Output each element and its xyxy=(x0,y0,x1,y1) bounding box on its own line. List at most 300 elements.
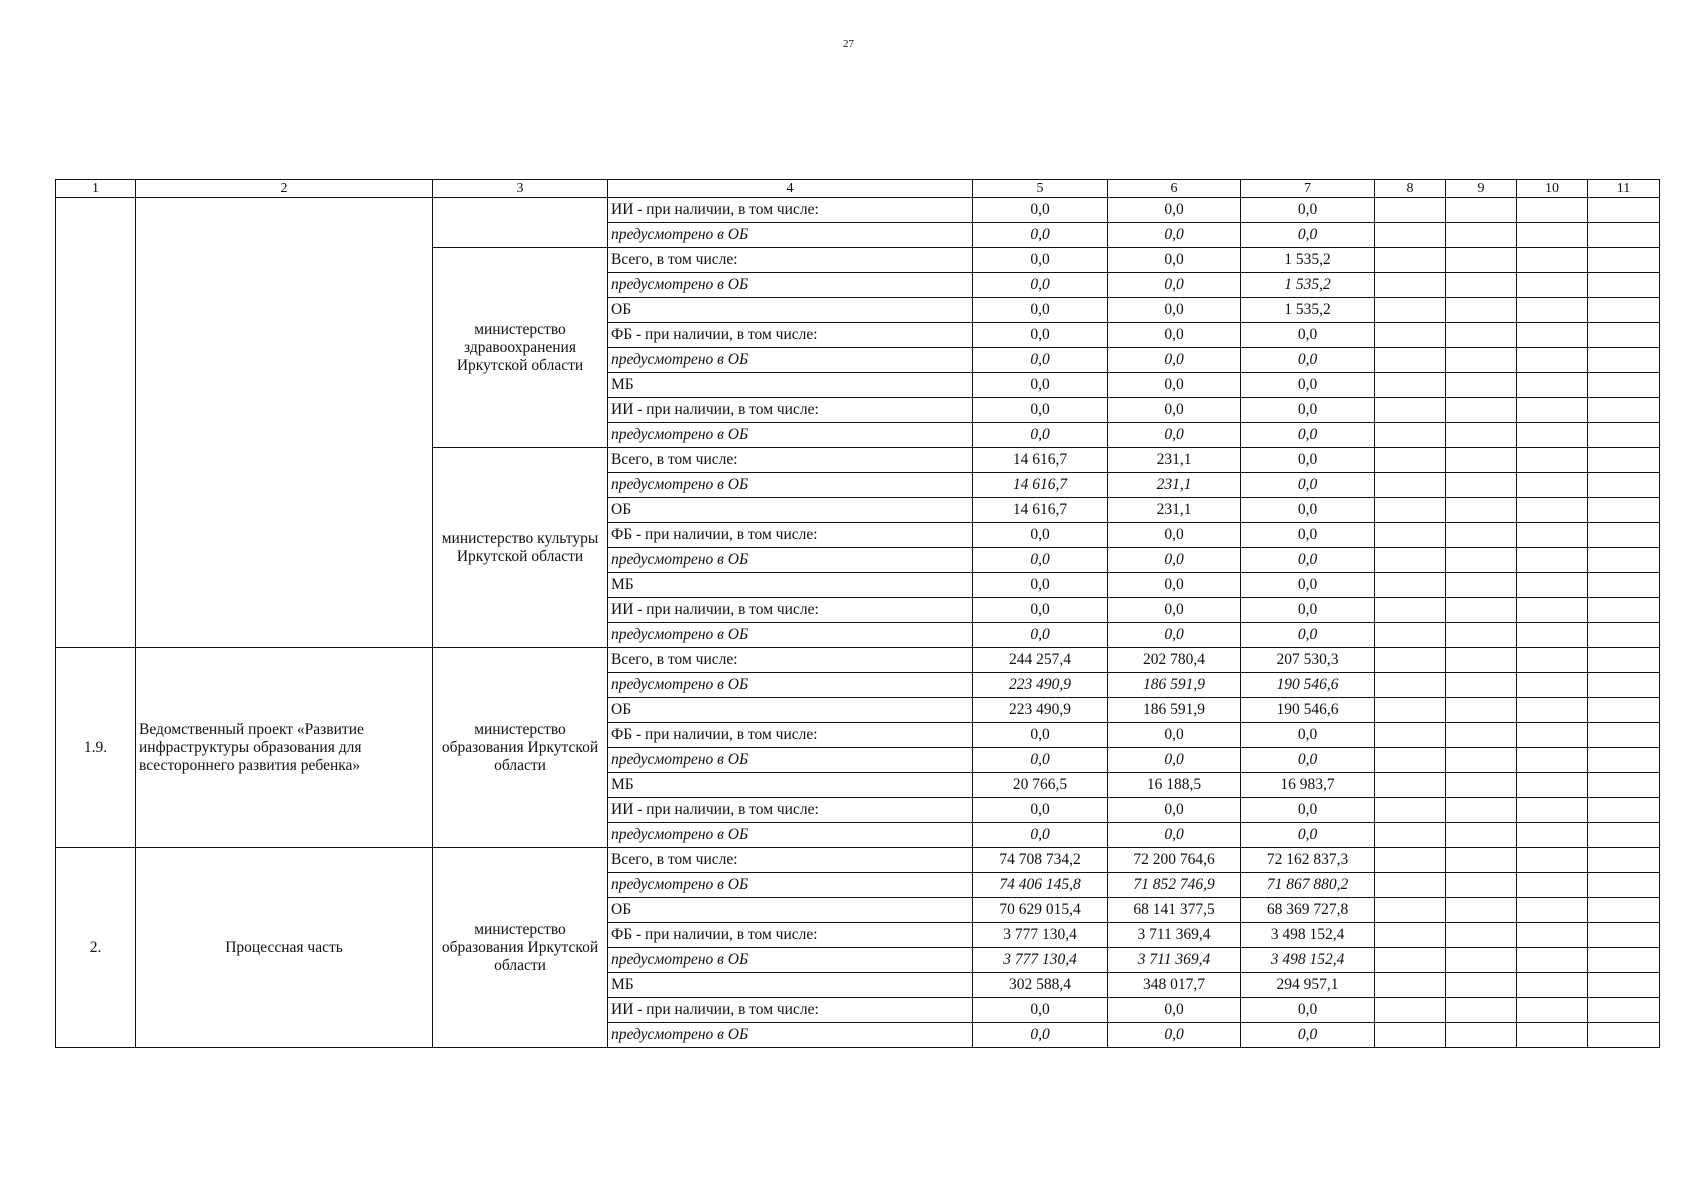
value-col-8 xyxy=(1375,573,1446,598)
value-col-10 xyxy=(1517,473,1588,498)
col-header-7: 7 xyxy=(1241,180,1375,198)
funding-source-label: ИИ - при наличии, в том числе: xyxy=(608,998,973,1023)
value-col-11 xyxy=(1588,473,1660,498)
value-col-5: 223 490,9 xyxy=(973,698,1108,723)
value-col-11 xyxy=(1588,273,1660,298)
value-col-10 xyxy=(1517,273,1588,298)
col-header-8: 8 xyxy=(1375,180,1446,198)
value-col-8 xyxy=(1375,198,1446,223)
value-col-6: 3 711 369,4 xyxy=(1108,948,1241,973)
value-col-8 xyxy=(1375,998,1446,1023)
value-col-8 xyxy=(1375,748,1446,773)
value-col-11 xyxy=(1588,773,1660,798)
funding-source-label: МБ xyxy=(608,373,973,398)
value-col-6: 0,0 xyxy=(1108,223,1241,248)
budget-table xyxy=(55,179,1660,1048)
value-col-6: 0,0 xyxy=(1108,398,1241,423)
value-col-5: 0,0 xyxy=(973,398,1108,423)
funding-source-label: МБ xyxy=(608,573,973,598)
col-header-5: 5 xyxy=(973,180,1108,198)
value-col-10 xyxy=(1517,873,1588,898)
value-col-11 xyxy=(1588,523,1660,548)
value-col-7: 0,0 xyxy=(1241,448,1375,473)
value-col-5: 0,0 xyxy=(973,748,1108,773)
value-col-9 xyxy=(1446,1023,1517,1048)
value-col-5: 0,0 xyxy=(973,1023,1108,1048)
value-col-11 xyxy=(1588,623,1660,648)
value-col-5: 70 629 015,4 xyxy=(973,898,1108,923)
value-col-11 xyxy=(1588,348,1660,373)
value-col-9 xyxy=(1446,698,1517,723)
value-col-6: 0,0 xyxy=(1108,298,1241,323)
funding-source-label: предусмотрено в ОБ xyxy=(608,823,973,848)
value-col-7: 3 498 152,4 xyxy=(1241,948,1375,973)
value-col-6: 348 017,7 xyxy=(1108,973,1241,998)
value-col-6: 72 200 764,6 xyxy=(1108,848,1241,873)
value-col-8 xyxy=(1375,873,1446,898)
value-col-7: 294 957,1 xyxy=(1241,973,1375,998)
value-col-9 xyxy=(1446,898,1517,923)
funding-source-label: ОБ xyxy=(608,498,973,523)
value-col-9 xyxy=(1446,498,1517,523)
value-col-7: 207 530,3 xyxy=(1241,648,1375,673)
value-col-9 xyxy=(1446,798,1517,823)
value-col-7: 0,0 xyxy=(1241,498,1375,523)
funding-source-label: предусмотрено в ОБ xyxy=(608,1023,973,1048)
value-col-5: 223 490,9 xyxy=(973,673,1108,698)
value-col-11 xyxy=(1588,498,1660,523)
value-col-7: 0,0 xyxy=(1241,748,1375,773)
value-col-6: 16 188,5 xyxy=(1108,773,1241,798)
value-col-8 xyxy=(1375,698,1446,723)
funding-source-label: предусмотрено в ОБ xyxy=(608,348,973,373)
value-col-6: 0,0 xyxy=(1108,798,1241,823)
value-col-10 xyxy=(1517,898,1588,923)
value-col-8 xyxy=(1375,623,1446,648)
value-col-11 xyxy=(1588,648,1660,673)
value-col-8 xyxy=(1375,273,1446,298)
value-col-10 xyxy=(1517,573,1588,598)
executor-cell xyxy=(433,198,608,248)
funding-source-label: МБ xyxy=(608,973,973,998)
item-name-cell: Ведомственный проект «Развитие инфраструктуры образования для всестороннего развития ребенка» xyxy=(136,648,433,848)
value-col-10 xyxy=(1517,223,1588,248)
value-col-6: 231,1 xyxy=(1108,498,1241,523)
value-col-9 xyxy=(1446,248,1517,273)
value-col-6: 0,0 xyxy=(1108,598,1241,623)
funding-source-label: предусмотрено в ОБ xyxy=(608,548,973,573)
col-header-4: 4 xyxy=(608,180,973,198)
col-header-11: 11 xyxy=(1588,180,1660,198)
value-col-7: 0,0 xyxy=(1241,998,1375,1023)
value-col-9 xyxy=(1446,273,1517,298)
value-col-7: 0,0 xyxy=(1241,798,1375,823)
value-col-9 xyxy=(1446,448,1517,473)
value-col-5: 302 588,4 xyxy=(973,973,1108,998)
value-col-7: 72 162 837,3 xyxy=(1241,848,1375,873)
value-col-11 xyxy=(1588,698,1660,723)
value-col-11 xyxy=(1588,398,1660,423)
value-col-6: 0,0 xyxy=(1108,1023,1241,1048)
value-col-9 xyxy=(1446,298,1517,323)
funding-source-label: ИИ - при наличии, в том числе: xyxy=(608,598,973,623)
value-col-9 xyxy=(1446,323,1517,348)
value-col-6: 0,0 xyxy=(1108,548,1241,573)
value-col-6: 0,0 xyxy=(1108,423,1241,448)
value-col-5: 74 708 734,2 xyxy=(973,848,1108,873)
value-col-7: 0,0 xyxy=(1241,823,1375,848)
value-col-11 xyxy=(1588,798,1660,823)
value-col-8 xyxy=(1375,548,1446,573)
value-col-7: 0,0 xyxy=(1241,548,1375,573)
value-col-5: 3 777 130,4 xyxy=(973,923,1108,948)
value-col-7: 190 546,6 xyxy=(1241,698,1375,723)
funding-source-label: ОБ xyxy=(608,698,973,723)
executor-cell: министерство здравоохранения Иркутской области xyxy=(433,248,608,448)
value-col-10 xyxy=(1517,823,1588,848)
executor-cell: министерство культуры Иркутской области xyxy=(433,448,608,648)
value-col-9 xyxy=(1446,723,1517,748)
value-col-8 xyxy=(1375,648,1446,673)
value-col-11 xyxy=(1588,598,1660,623)
value-col-9 xyxy=(1446,948,1517,973)
value-col-10 xyxy=(1517,348,1588,373)
value-col-9 xyxy=(1446,223,1517,248)
value-col-7: 190 546,6 xyxy=(1241,673,1375,698)
value-col-7: 0,0 xyxy=(1241,1023,1375,1048)
value-col-6: 0,0 xyxy=(1108,198,1241,223)
value-col-10 xyxy=(1517,923,1588,948)
value-col-5: 0,0 xyxy=(973,423,1108,448)
value-col-8 xyxy=(1375,373,1446,398)
value-col-8 xyxy=(1375,423,1446,448)
value-col-9 xyxy=(1446,523,1517,548)
value-col-7: 0,0 xyxy=(1241,598,1375,623)
value-col-11 xyxy=(1588,973,1660,998)
value-col-11 xyxy=(1588,298,1660,323)
value-col-10 xyxy=(1517,548,1588,573)
value-col-5: 0,0 xyxy=(973,723,1108,748)
value-col-8 xyxy=(1375,773,1446,798)
value-col-8 xyxy=(1375,798,1446,823)
value-col-10 xyxy=(1517,248,1588,273)
value-col-10 xyxy=(1517,198,1588,223)
value-col-10 xyxy=(1517,598,1588,623)
funding-source-label: МБ xyxy=(608,773,973,798)
value-col-11 xyxy=(1588,323,1660,348)
value-col-5: 0,0 xyxy=(973,223,1108,248)
table-body xyxy=(56,180,1660,1048)
value-col-6: 0,0 xyxy=(1108,373,1241,398)
value-col-9 xyxy=(1446,673,1517,698)
value-col-5: 20 766,5 xyxy=(973,773,1108,798)
value-col-10 xyxy=(1517,398,1588,423)
value-col-5: 14 616,7 xyxy=(973,498,1108,523)
item-number-cell xyxy=(56,198,136,648)
value-col-8 xyxy=(1375,323,1446,348)
funding-source-label: предусмотрено в ОБ xyxy=(608,948,973,973)
value-col-9 xyxy=(1446,573,1517,598)
value-col-5: 0,0 xyxy=(973,248,1108,273)
value-col-11 xyxy=(1588,423,1660,448)
funding-source-label: ФБ - при наличии, в том числе: xyxy=(608,923,973,948)
value-col-7: 0,0 xyxy=(1241,523,1375,548)
value-col-10 xyxy=(1517,673,1588,698)
value-col-5: 0,0 xyxy=(973,548,1108,573)
value-col-9 xyxy=(1446,848,1517,873)
value-col-8 xyxy=(1375,248,1446,273)
value-col-10 xyxy=(1517,798,1588,823)
value-col-6: 186 591,9 xyxy=(1108,673,1241,698)
item-number-cell: 1.9. xyxy=(56,648,136,848)
value-col-11 xyxy=(1588,748,1660,773)
value-col-7: 3 498 152,4 xyxy=(1241,923,1375,948)
value-col-9 xyxy=(1446,623,1517,648)
value-col-7: 0,0 xyxy=(1241,373,1375,398)
value-col-11 xyxy=(1588,898,1660,923)
value-col-8 xyxy=(1375,348,1446,373)
column-number-row xyxy=(56,180,1660,198)
value-col-10 xyxy=(1517,423,1588,448)
value-col-10 xyxy=(1517,298,1588,323)
funding-source-label: предусмотрено в ОБ xyxy=(608,623,973,648)
value-col-11 xyxy=(1588,248,1660,273)
value-col-6: 202 780,4 xyxy=(1108,648,1241,673)
value-col-9 xyxy=(1446,823,1517,848)
value-col-10 xyxy=(1517,698,1588,723)
value-col-8 xyxy=(1375,948,1446,973)
value-col-7: 16 983,7 xyxy=(1241,773,1375,798)
value-col-7: 0,0 xyxy=(1241,723,1375,748)
value-col-9 xyxy=(1446,598,1517,623)
funding-source-label: ФБ - при наличии, в том числе: xyxy=(608,523,973,548)
value-col-5: 0,0 xyxy=(973,198,1108,223)
value-col-8 xyxy=(1375,498,1446,523)
value-col-6: 0,0 xyxy=(1108,323,1241,348)
funding-source-label: предусмотрено в ОБ xyxy=(608,673,973,698)
value-col-5: 14 616,7 xyxy=(973,473,1108,498)
table-row xyxy=(56,198,1660,223)
funding-source-label: Всего, в том числе: xyxy=(608,848,973,873)
funding-source-label: ИИ - при наличии, в том числе: xyxy=(608,198,973,223)
value-col-5: 74 406 145,8 xyxy=(973,873,1108,898)
value-col-11 xyxy=(1588,573,1660,598)
funding-source-label: предусмотрено в ОБ xyxy=(608,748,973,773)
value-col-10 xyxy=(1517,323,1588,348)
value-col-8 xyxy=(1375,723,1446,748)
value-col-5: 0,0 xyxy=(973,823,1108,848)
value-col-11 xyxy=(1588,948,1660,973)
value-col-9 xyxy=(1446,548,1517,573)
executor-cell: министерство образования Иркутской области xyxy=(433,848,608,1048)
value-col-7: 1 535,2 xyxy=(1241,248,1375,273)
value-col-7: 0,0 xyxy=(1241,473,1375,498)
value-col-5: 0,0 xyxy=(973,373,1108,398)
value-col-8 xyxy=(1375,823,1446,848)
funding-source-label: предусмотрено в ОБ xyxy=(608,423,973,448)
value-col-9 xyxy=(1446,773,1517,798)
value-col-7: 0,0 xyxy=(1241,198,1375,223)
value-col-5: 0,0 xyxy=(973,298,1108,323)
funding-source-label: предусмотрено в ОБ xyxy=(608,273,973,298)
item-number-cell: 2. xyxy=(56,848,136,1048)
value-col-10 xyxy=(1517,523,1588,548)
value-col-10 xyxy=(1517,973,1588,998)
value-col-8 xyxy=(1375,898,1446,923)
funding-source-label: предусмотрено в ОБ xyxy=(608,473,973,498)
value-col-5: 0,0 xyxy=(973,623,1108,648)
value-col-10 xyxy=(1517,448,1588,473)
funding-source-label: предусмотрено в ОБ xyxy=(608,223,973,248)
value-col-9 xyxy=(1446,423,1517,448)
value-col-5: 0,0 xyxy=(973,573,1108,598)
value-col-9 xyxy=(1446,198,1517,223)
value-col-8 xyxy=(1375,598,1446,623)
value-col-11 xyxy=(1588,873,1660,898)
value-col-11 xyxy=(1588,448,1660,473)
col-header-2: 2 xyxy=(136,180,433,198)
funding-source-label: ФБ - при наличии, в том числе: xyxy=(608,323,973,348)
funding-source-label: ФБ - при наличии, в том числе: xyxy=(608,723,973,748)
value-col-11 xyxy=(1588,923,1660,948)
value-col-6: 231,1 xyxy=(1108,448,1241,473)
value-col-10 xyxy=(1517,1023,1588,1048)
value-col-7: 71 867 880,2 xyxy=(1241,873,1375,898)
value-col-7: 0,0 xyxy=(1241,573,1375,598)
value-col-7: 0,0 xyxy=(1241,623,1375,648)
col-header-1: 1 xyxy=(56,180,136,198)
funding-source-label: Всего, в том числе: xyxy=(608,448,973,473)
value-col-7: 0,0 xyxy=(1241,423,1375,448)
col-header-10: 10 xyxy=(1517,180,1588,198)
value-col-5: 0,0 xyxy=(973,348,1108,373)
value-col-6: 0,0 xyxy=(1108,573,1241,598)
value-col-7: 1 535,2 xyxy=(1241,273,1375,298)
value-col-5: 0,0 xyxy=(973,273,1108,298)
funding-source-label: ОБ xyxy=(608,298,973,323)
value-col-10 xyxy=(1517,748,1588,773)
value-col-10 xyxy=(1517,373,1588,398)
value-col-6: 68 141 377,5 xyxy=(1108,898,1241,923)
executor-cell: министерство образования Иркутской области xyxy=(433,648,608,848)
value-col-11 xyxy=(1588,998,1660,1023)
value-col-5: 0,0 xyxy=(973,798,1108,823)
value-col-7: 0,0 xyxy=(1241,348,1375,373)
col-header-3: 3 xyxy=(433,180,608,198)
value-col-8 xyxy=(1375,473,1446,498)
value-col-6: 0,0 xyxy=(1108,348,1241,373)
table-row xyxy=(56,648,1660,673)
value-col-10 xyxy=(1517,848,1588,873)
value-col-9 xyxy=(1446,748,1517,773)
value-col-9 xyxy=(1446,998,1517,1023)
value-col-6: 0,0 xyxy=(1108,623,1241,648)
value-col-9 xyxy=(1446,473,1517,498)
value-col-7: 0,0 xyxy=(1241,223,1375,248)
value-col-5: 3 777 130,4 xyxy=(973,948,1108,973)
value-col-9 xyxy=(1446,648,1517,673)
value-col-8 xyxy=(1375,523,1446,548)
value-col-5: 14 616,7 xyxy=(973,448,1108,473)
value-col-6: 231,1 xyxy=(1108,473,1241,498)
value-col-10 xyxy=(1517,498,1588,523)
col-header-6: 6 xyxy=(1108,180,1241,198)
value-col-5: 0,0 xyxy=(973,323,1108,348)
value-col-8 xyxy=(1375,848,1446,873)
value-col-6: 0,0 xyxy=(1108,248,1241,273)
value-col-9 xyxy=(1446,923,1517,948)
value-col-7: 0,0 xyxy=(1241,398,1375,423)
value-col-5: 0,0 xyxy=(973,523,1108,548)
value-col-10 xyxy=(1517,723,1588,748)
value-col-8 xyxy=(1375,448,1446,473)
value-col-11 xyxy=(1588,373,1660,398)
value-col-11 xyxy=(1588,848,1660,873)
value-col-9 xyxy=(1446,973,1517,998)
value-col-11 xyxy=(1588,723,1660,748)
item-name-cell xyxy=(136,198,433,648)
col-header-9: 9 xyxy=(1446,180,1517,198)
value-col-6: 3 711 369,4 xyxy=(1108,923,1241,948)
value-col-8 xyxy=(1375,923,1446,948)
value-col-6: 0,0 xyxy=(1108,823,1241,848)
value-col-8 xyxy=(1375,398,1446,423)
funding-source-label: Всего, в том числе: xyxy=(608,248,973,273)
value-col-11 xyxy=(1588,1023,1660,1048)
value-col-10 xyxy=(1517,948,1588,973)
value-col-7: 1 535,2 xyxy=(1241,298,1375,323)
value-col-8 xyxy=(1375,223,1446,248)
value-col-9 xyxy=(1446,398,1517,423)
value-col-6: 71 852 746,9 xyxy=(1108,873,1241,898)
value-col-6: 0,0 xyxy=(1108,523,1241,548)
value-col-9 xyxy=(1446,348,1517,373)
value-col-11 xyxy=(1588,198,1660,223)
value-col-7: 0,0 xyxy=(1241,323,1375,348)
table-row xyxy=(56,848,1660,873)
value-col-11 xyxy=(1588,223,1660,248)
value-col-7: 68 369 727,8 xyxy=(1241,898,1375,923)
value-col-10 xyxy=(1517,623,1588,648)
value-col-8 xyxy=(1375,973,1446,998)
value-col-10 xyxy=(1517,773,1588,798)
value-col-6: 186 591,9 xyxy=(1108,698,1241,723)
value-col-5: 244 257,4 xyxy=(973,648,1108,673)
value-col-5: 0,0 xyxy=(973,598,1108,623)
funding-source-label: Всего, в том числе: xyxy=(608,648,973,673)
value-col-6: 0,0 xyxy=(1108,723,1241,748)
funding-source-label: ОБ xyxy=(608,898,973,923)
value-col-5: 0,0 xyxy=(973,998,1108,1023)
value-col-10 xyxy=(1517,998,1588,1023)
value-col-11 xyxy=(1588,548,1660,573)
funding-source-label: ИИ - при наличии, в том числе: xyxy=(608,798,973,823)
value-col-6: 0,0 xyxy=(1108,273,1241,298)
value-col-8 xyxy=(1375,298,1446,323)
value-col-9 xyxy=(1446,873,1517,898)
item-name-cell: Процессная часть xyxy=(136,848,433,1048)
page-number: 27 xyxy=(843,38,854,50)
value-col-11 xyxy=(1588,673,1660,698)
value-col-8 xyxy=(1375,673,1446,698)
value-col-8 xyxy=(1375,1023,1446,1048)
funding-source-label: ИИ - при наличии, в том числе: xyxy=(608,398,973,423)
value-col-11 xyxy=(1588,823,1660,848)
value-col-10 xyxy=(1517,648,1588,673)
value-col-9 xyxy=(1446,373,1517,398)
value-col-6: 0,0 xyxy=(1108,998,1241,1023)
value-col-6: 0,0 xyxy=(1108,748,1241,773)
